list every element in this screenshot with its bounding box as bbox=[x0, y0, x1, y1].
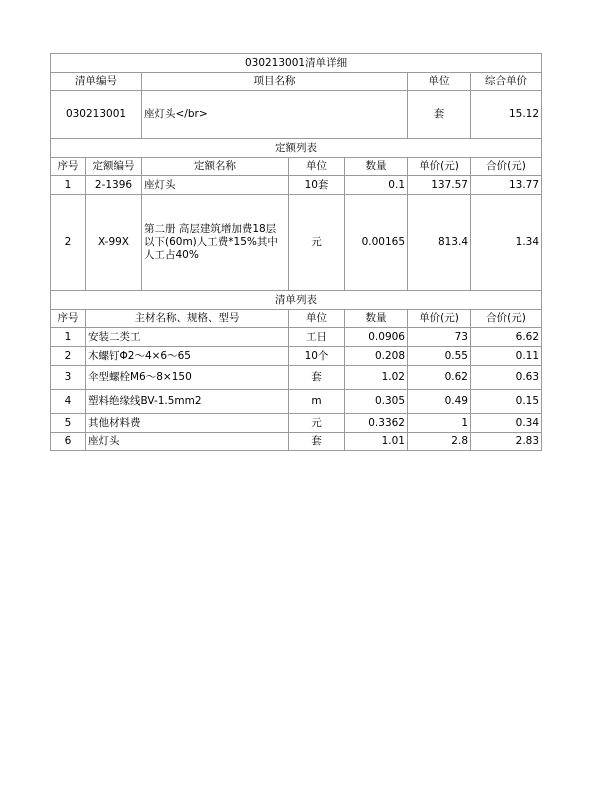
quota-price: 137.57 bbox=[408, 176, 471, 195]
quota-code: X-99X bbox=[86, 195, 142, 291]
material-row bbox=[51, 433, 542, 451]
bill-name: 座灯头</br> bbox=[142, 91, 408, 139]
material-name: 塑料绝缘线BV-1.5mm2 bbox=[86, 390, 289, 414]
quota-price: 813.4 bbox=[408, 195, 471, 291]
quota-header-row bbox=[51, 158, 542, 176]
quota-name: 第二册 高层建筑增加费18层以下(60m)人工费*15%其中人工占40% bbox=[142, 195, 289, 291]
quota-code: 2-1396 bbox=[86, 176, 142, 195]
quota-unit: 10套 bbox=[289, 176, 345, 195]
material-name: 座灯头 bbox=[86, 433, 289, 451]
quota-no: 1 bbox=[51, 176, 86, 195]
quota-name-header: 定额名称 bbox=[142, 158, 289, 176]
material-row bbox=[51, 366, 542, 390]
table-title-row bbox=[51, 54, 542, 73]
material-price: 1 bbox=[408, 414, 471, 433]
material-name: 安装二类工 bbox=[86, 328, 289, 347]
material-no: 4 bbox=[51, 390, 86, 414]
material-unit: 套 bbox=[289, 433, 345, 451]
quota-code-header: 定额编号 bbox=[86, 158, 142, 176]
quota-total: 1.34 bbox=[471, 195, 542, 291]
material-total: 0.15 bbox=[471, 390, 542, 414]
material-row bbox=[51, 390, 542, 414]
material-unit-header: 单位 bbox=[289, 310, 345, 328]
material-total: 0.34 bbox=[471, 414, 542, 433]
material-row bbox=[51, 414, 542, 433]
quota-no: 2 bbox=[51, 195, 86, 291]
quota-section-title: 定额列表 bbox=[51, 139, 542, 158]
material-total: 0.11 bbox=[471, 347, 542, 366]
material-price-header: 单价(元) bbox=[408, 310, 471, 328]
bill-header-row bbox=[51, 73, 542, 91]
quota-unit: 元 bbox=[289, 195, 345, 291]
material-name-header: 主材名称、规格、型号 bbox=[86, 310, 289, 328]
bill-code-header: 清单编号 bbox=[51, 73, 142, 91]
material-total: 2.83 bbox=[471, 433, 542, 451]
material-unit: 工日 bbox=[289, 328, 345, 347]
material-qty: 0.305 bbox=[345, 390, 408, 414]
quota-qty: 0.1 bbox=[345, 176, 408, 195]
bill-unit-header: 单位 bbox=[408, 73, 471, 91]
material-unit: 元 bbox=[289, 414, 345, 433]
quota-row bbox=[51, 195, 542, 291]
quota-qty-header: 数量 bbox=[345, 158, 408, 176]
material-price: 0.55 bbox=[408, 347, 471, 366]
bill-name-header: 项目名称 bbox=[142, 73, 408, 91]
bill-unit: 套 bbox=[408, 91, 471, 139]
quota-total-header: 合价(元) bbox=[471, 158, 542, 176]
material-qty: 0.3362 bbox=[345, 414, 408, 433]
material-qty: 1.01 bbox=[345, 433, 408, 451]
material-name: 木螺钉Φ2～4×6～65 bbox=[86, 347, 289, 366]
material-name: 伞型螺栓M6～8×150 bbox=[86, 366, 289, 390]
material-qty: 0.208 bbox=[345, 347, 408, 366]
quota-qty: 0.00165 bbox=[345, 195, 408, 291]
quota-no-header: 序号 bbox=[51, 158, 86, 176]
material-section-title: 清单列表 bbox=[51, 291, 542, 310]
material-row bbox=[51, 347, 542, 366]
material-no: 3 bbox=[51, 366, 86, 390]
material-no: 5 bbox=[51, 414, 86, 433]
material-unit: 套 bbox=[289, 366, 345, 390]
material-no: 6 bbox=[51, 433, 86, 451]
quota-section-row bbox=[51, 139, 542, 158]
material-name: 其他材料费 bbox=[86, 414, 289, 433]
material-no-header: 序号 bbox=[51, 310, 86, 328]
bill-code: 030213001 bbox=[51, 91, 142, 139]
material-unit: 10个 bbox=[289, 347, 345, 366]
material-qty-header: 数量 bbox=[345, 310, 408, 328]
quota-unit-header: 单位 bbox=[289, 158, 345, 176]
material-no: 1 bbox=[51, 328, 86, 347]
material-qty: 0.0906 bbox=[345, 328, 408, 347]
material-total: 6.62 bbox=[471, 328, 542, 347]
quota-name: 座灯头 bbox=[142, 176, 289, 195]
material-total: 0.63 bbox=[471, 366, 542, 390]
material-price: 0.49 bbox=[408, 390, 471, 414]
bill-price-header: 综合单价 bbox=[471, 73, 542, 91]
material-section-row bbox=[51, 291, 542, 310]
bill-detail-table bbox=[50, 53, 542, 451]
quota-row bbox=[51, 176, 542, 195]
quota-price-header: 单价(元) bbox=[408, 158, 471, 176]
table-title: 030213001清单详细 bbox=[51, 54, 542, 73]
material-row bbox=[51, 328, 542, 347]
material-no: 2 bbox=[51, 347, 86, 366]
material-qty: 1.02 bbox=[345, 366, 408, 390]
material-price: 2.8 bbox=[408, 433, 471, 451]
bill-price: 15.12 bbox=[471, 91, 542, 139]
material-total-header: 合价(元) bbox=[471, 310, 542, 328]
material-header-row bbox=[51, 310, 542, 328]
material-price: 73 bbox=[408, 328, 471, 347]
material-unit: m bbox=[289, 390, 345, 414]
material-price: 0.62 bbox=[408, 366, 471, 390]
bill-row bbox=[51, 91, 542, 139]
quota-total: 13.77 bbox=[471, 176, 542, 195]
